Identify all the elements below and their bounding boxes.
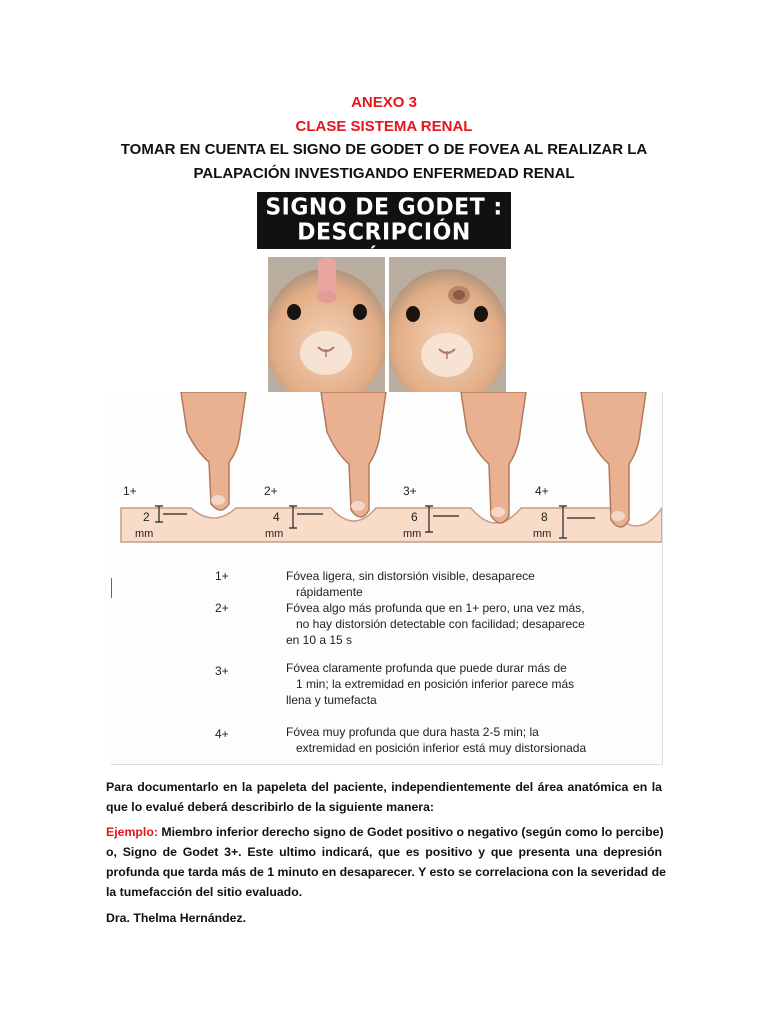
banner-line-2: DESCRIPCIÓN — [297, 219, 471, 246]
paragraph2-line-1-text: Miembro inferior derecho signo de Godet positivo o negativo (según como lo percibe) — [157, 825, 664, 839]
table-desc-2-line-3: en 10 a 15 s — [286, 633, 353, 647]
paragraph2-line-4: la tumefacción del sitio evaluado. — [106, 885, 303, 899]
depth-value-2: 4 — [273, 510, 280, 524]
finger-1-icon — [181, 392, 246, 510]
example-label: Ejemplo: — [106, 825, 158, 839]
depth-unit-2: mm — [265, 528, 284, 540]
finger-3-icon — [461, 392, 526, 523]
instruction-line-2: PALAPACIÓN INVESTIGANDO ENFERMEDAD RENAL — [193, 165, 575, 182]
depth-value-1: 2 — [143, 510, 150, 524]
grade-label-4: 4+ — [535, 484, 549, 498]
table-desc-1 — [286, 568, 626, 600]
table-desc-3-line-3: llena y tumefacta — [286, 693, 377, 707]
table-grade-4: 4+ — [215, 727, 229, 741]
depth-value-4: 8 — [541, 510, 548, 524]
table-desc-2-line-1: Fóvea algo más profunda que en 1+ pero, una vez más, — [286, 601, 585, 615]
godet-banner — [257, 192, 511, 249]
depth-unit-3: mm — [403, 528, 422, 540]
paragraph2-line-2: o, Signo de Godet 3+. Este ultimo indicará, que es positivo y que presenta una depresión — [106, 845, 662, 859]
table-desc-1-line-2: rápidamente — [296, 585, 363, 599]
table-desc-4-line-1: Fóvea muy profunda que dura hasta 2-5 min; la — [286, 725, 539, 739]
rabbit-photo-pit — [389, 257, 506, 392]
documentation-paragraph — [106, 777, 662, 817]
annex-title: ANEXO 3 — [351, 94, 417, 111]
table-desc-2-line-2: no hay distorsión detectable con facilidad; desaparece — [296, 617, 585, 631]
class-title: CLASE SISTEMA RENAL — [295, 118, 473, 135]
grade-label-1: 1+ — [123, 484, 137, 498]
table-grade-1: 1+ — [215, 569, 229, 583]
table-desc-2 — [286, 600, 646, 648]
example-paragraph — [106, 822, 666, 902]
depth-unit-4: mm — [533, 528, 552, 540]
table-desc-4-line-2: extremidad en posición inferior está muy distorsionada — [296, 741, 587, 755]
instruction-line-1: TOMAR EN CUENTA EL SIGNO DE GODET O DE FOVEA AL REALIZAR LA — [120, 141, 648, 158]
table-desc-4 — [286, 724, 646, 756]
table-desc-3 — [286, 660, 646, 708]
table-grade-3: 3+ — [215, 664, 229, 678]
depth-unit-1: mm — [135, 528, 154, 540]
paragraph1-line-2: que lo evalué deberá describirlo de la siguiente manera: — [106, 800, 435, 814]
finger-4-icon — [581, 392, 646, 527]
paragraph2-line-1 — [106, 822, 662, 842]
depth-value-3: 6 — [411, 510, 418, 524]
rabbit-photo-pressed — [268, 257, 385, 392]
paragraph1-line-1: Para documentarlo en la papeleta del paciente, independientemente del área anatómica en la — [106, 780, 662, 794]
table-desc-3-line-1: Fóvea claramente profunda que puede durar más de — [286, 661, 567, 675]
skin-surface — [121, 508, 662, 542]
pitting-edema-figure — [111, 392, 663, 765]
finger-2-icon — [321, 392, 386, 517]
signature: Dra. Thelma Hernández. — [106, 911, 247, 925]
banner-line-1: SIGNO DE GODET : — [265, 194, 503, 221]
table-grade-2: 2+ — [215, 601, 229, 615]
paragraph2-line-3: profunda que tarda más de 1 minuto en desaparecer. Y esto se correlaciona con la severidad de — [106, 865, 666, 879]
table-desc-3-line-2: 1 min; la extremidad en posición inferior parece más — [296, 677, 575, 691]
grade-label-2: 2+ — [264, 484, 278, 498]
table-desc-1-line-1: Fóvea ligera, sin distorsión visible, desaparece — [286, 569, 535, 583]
grade-label-3: 3+ — [403, 484, 417, 498]
